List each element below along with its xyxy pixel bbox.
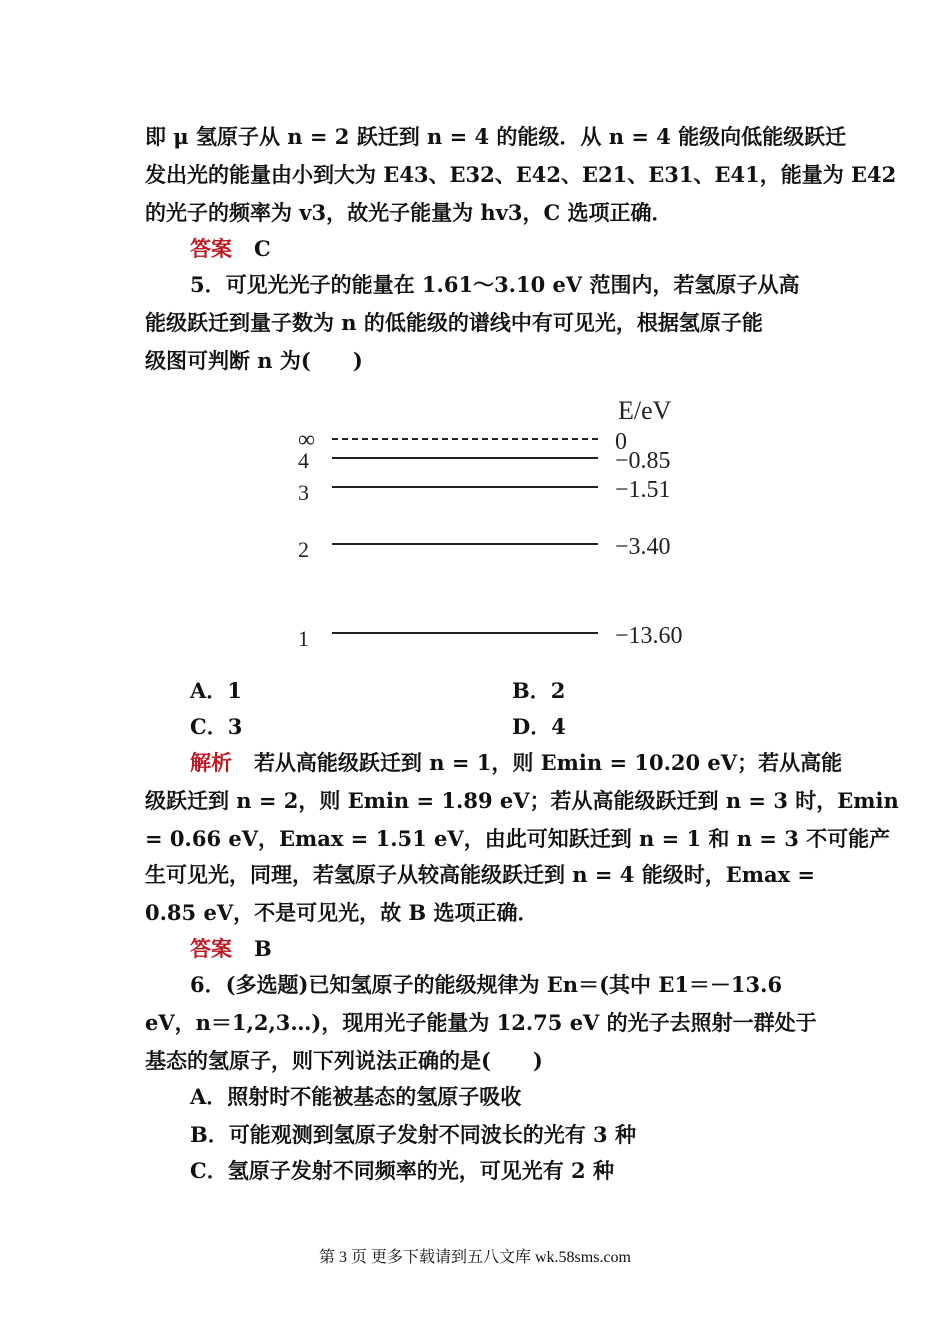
q6-stem-line-1: 6．(多选题)已知氢原子的能级规律为 En＝(其中 E1＝－13.6 [190, 972, 783, 997]
level-n-label: 2 [298, 537, 309, 562]
q5-option-b: B．2 [512, 678, 566, 703]
level-n-label: 1 [298, 626, 309, 651]
level-energy-label: −3.40 [615, 534, 671, 560]
level-n-label: 3 [298, 480, 309, 505]
q5-stem-line-1: 5．可见光光子的能量在 1.61～3.10 eV 范围内，若氢原子从高 [190, 272, 800, 297]
level-energy-label: −0.85 [615, 448, 671, 474]
q5-analysis-line-4: 生可见光，同理，若氢原子从较高能级跃迁到 n = 4 能级时，Emax = [145, 862, 815, 887]
q6-stem-line-3: 基态的氢原子，则下列说法正确的是( ) [145, 1048, 543, 1073]
level-energy-label: 0 [615, 429, 627, 455]
q5-stem-line-2: 能级跃迁到量子数为 n 的低能级的谱线中有可见光，根据氢原子能 [145, 310, 763, 335]
analysis-text: 若从高能级跃迁到 n = 1，则 Emin = 10.20 eV；若从高能 [253, 750, 843, 775]
q5-analysis-line-3: = 0.66 eV，Emax = 1.51 eV，由此可知跃迁到 n = 1 和 n = 3 不可能产 [145, 826, 891, 851]
level-energy-label: −1.51 [615, 477, 671, 503]
q5-answer [190, 934, 272, 964]
level-energy-label: −13.60 [615, 623, 683, 649]
prev-solution-line-1: 即 μ 氢原子从 n = 2 跃迁到 n = 4 的能级．从 n = 4 能级向低能级跃迁 [145, 124, 847, 149]
q5-option-a: A．1 [190, 678, 242, 703]
answer-value: C [253, 236, 271, 261]
q5-analysis-line-1 [190, 748, 842, 778]
answer-value: B [253, 936, 272, 961]
answer-label: 答案 [190, 236, 232, 261]
level-n-label: ∞ [298, 427, 316, 453]
analysis-label: 解析 [190, 750, 232, 775]
q5-option-d: D．4 [512, 714, 566, 739]
prev-solution-line-2: 发出光的能量由小到大为 E43、E32、E42、E21、E31、E41，能量为 E42 [145, 162, 897, 187]
q6-option-b: B．可能观测到氢原子发射不同波长的光有 3 种 [190, 1122, 636, 1147]
answer-label: 答案 [190, 936, 232, 961]
q5-stem-line-3: 级图可判断 n 为( ) [145, 348, 363, 373]
page-footer: 第 3 页 更多下载请到五八文库 wk.58sms.com [318, 1249, 631, 1266]
q6-stem-line-2: eV，n＝1,2,3…)，现用光子能量为 12.75 eV 的光子去照射一群处于 [145, 1010, 817, 1035]
q6-option-c: C．氢原子发射不同频率的光，可见光有 2 种 [190, 1158, 614, 1183]
q5-option-c: C．3 [190, 714, 243, 739]
prev-answer [190, 234, 271, 264]
level-n-label: 4 [298, 448, 309, 473]
energy-level-diagram [290, 395, 720, 655]
q6-option-a: A．照射时不能被基态的氢原子吸收 [190, 1084, 522, 1109]
q5-analysis-line-5: 0.85 eV，不是可见光，故 B 选项正确． [145, 900, 539, 925]
q5-analysis-line-2: 级跃迁到 n = 2，则 Emin = 1.89 eV；若从高能级跃迁到 n = 3 时，Emin [145, 788, 899, 813]
axis-label: E/eV [618, 396, 672, 425]
prev-solution-line-3: 的光子的频率为 v3，故光子能量为 hv3，C 选项正确． [145, 200, 673, 225]
